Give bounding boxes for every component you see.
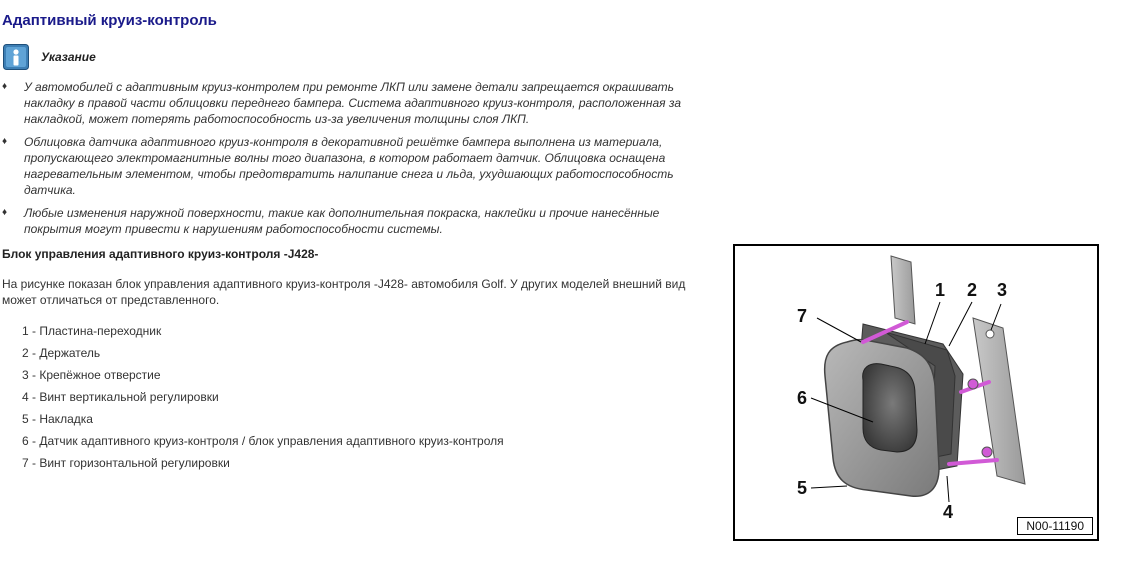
- leader-line-4: [947, 476, 949, 502]
- figure-id-label: N00-11190: [1017, 517, 1093, 535]
- legend-item: 1 - Пластина-переходник: [22, 324, 162, 338]
- legend-item: 2 - Держатель: [22, 346, 101, 360]
- callout-6: 6: [797, 388, 808, 408]
- legend-item: 6 - Датчик адаптивного круиз-контроля / блок управления адаптивного круиз-контроля: [22, 434, 504, 448]
- leader-line-1: [925, 302, 940, 344]
- list-item-text: У автомобилей с адаптивным круиз-контролем при ремонте ЛКП или замене детали запрещается окрашивать накладку в правой части облицовки переднего бампера. Система адаптивного круиз-контроля, расположенная за накладкой, может потерять работоспособность из-за увеличения толщины слоя ЛКП.: [24, 80, 682, 126]
- bullet-diamond-icon: ♦: [2, 81, 8, 92]
- holder-plate: [891, 256, 915, 324]
- list-item: [0, 205, 720, 237]
- section-title: Блок управления адаптивного круиз-контроля -J428-: [2, 247, 319, 261]
- bullet-diamond-icon: ♦: [2, 136, 8, 147]
- legend-item: 4 - Винт вертикальной регулировки: [22, 390, 219, 404]
- legend-item: 3 - Крепёжное отверстие: [22, 368, 161, 382]
- legend-item: 5 - Накладка: [22, 412, 93, 426]
- leader-line-2: [949, 302, 972, 346]
- callout-3: 3: [997, 280, 1008, 300]
- callout-7: 7: [797, 306, 808, 326]
- sensor-lens: [863, 364, 917, 452]
- page-title: Адаптивный круиз-контроль: [2, 12, 217, 29]
- list-item-text: Любые изменения наружной поверхности, такие как дополнительная покраска, наклейки и прочие нанесённые покрытия могут привести к нарушениям работоспособности системы.: [24, 206, 660, 236]
- leader-line-5: [811, 486, 847, 488]
- callout-5: 5: [797, 478, 808, 498]
- leader-line-7: [817, 318, 861, 342]
- info-icon: [3, 44, 29, 70]
- bullet-diamond-icon: ♦: [2, 207, 8, 218]
- list-item: [0, 79, 720, 127]
- sensor-diagram: [733, 244, 1099, 541]
- legend-list: [22, 320, 504, 474]
- mounting-hole-icon: [986, 330, 994, 338]
- list-item: [0, 134, 720, 198]
- list-item-text: Облицовка датчика адаптивного круиз-контроля в декоративной решётке бампера выполнена из материала, пропускающего электромагнитные волны того диапазона, в котором работает датчик. Облицовка оснащена нагревательным элементом, чтобы предотвратить налипание снега и льда, ухудшающих работоспособность датчика.: [24, 135, 674, 197]
- legend-item: 7 - Винт горизонтальной регулировки: [22, 456, 230, 470]
- sensor-illustration: [735, 246, 1097, 539]
- note-bullet-list: [0, 79, 720, 244]
- callout-2: 2: [967, 280, 978, 300]
- note-title: Указание: [41, 50, 96, 64]
- holder-arm: [973, 318, 1025, 484]
- section-intro: На рисунке показан блок управления адаптивного круиз-контроля -J428- автомобиля Golf. У других моделей внешний вид может отличаться от представленного.: [2, 277, 686, 307]
- callout-1: 1: [935, 280, 946, 300]
- callout-4: 4: [943, 502, 954, 522]
